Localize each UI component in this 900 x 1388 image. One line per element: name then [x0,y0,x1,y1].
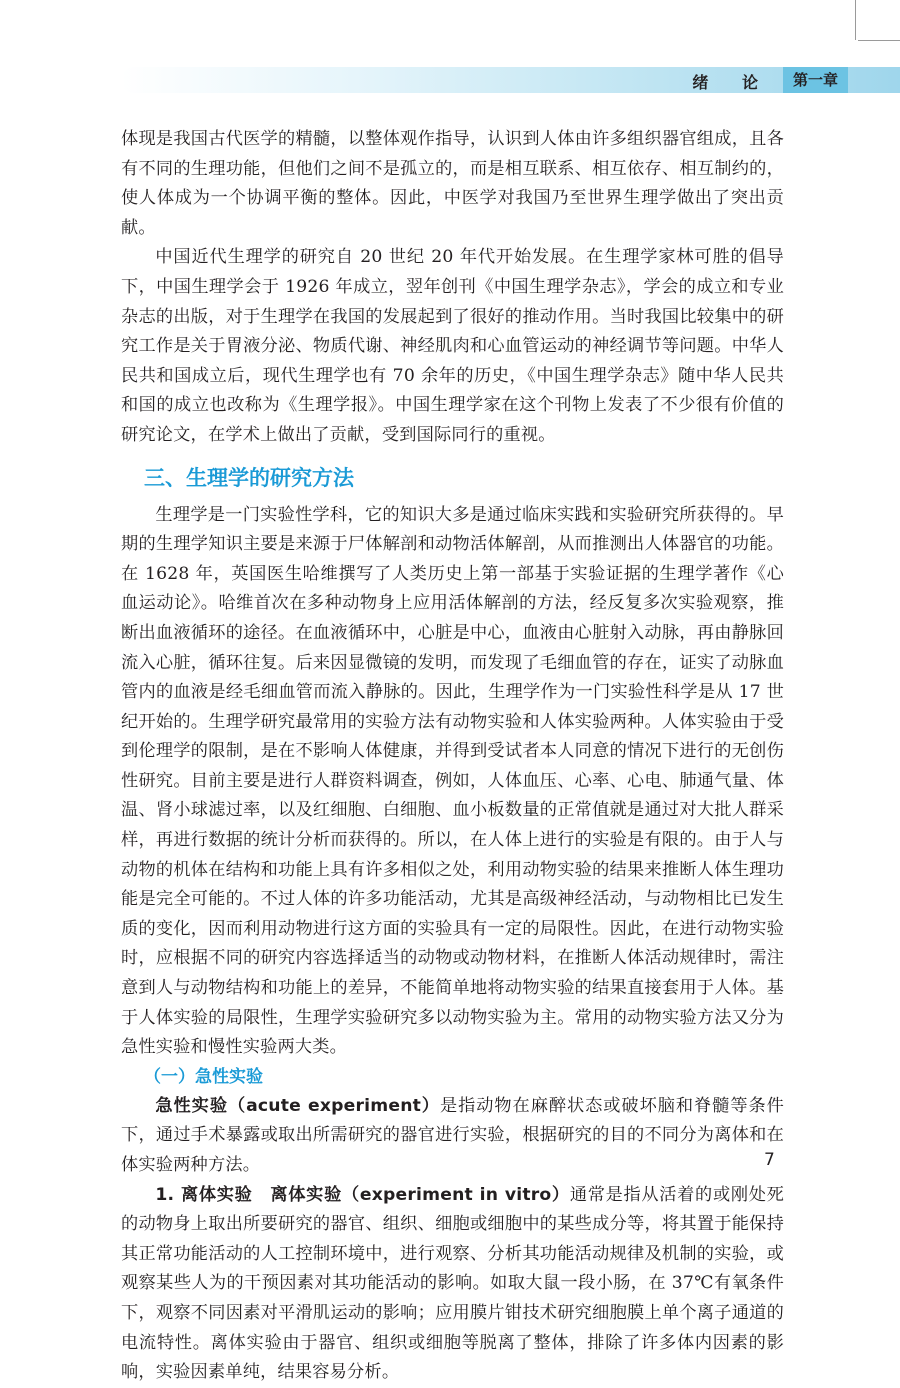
crop-mark-horizontal [858,40,900,41]
section-heading: 三、生理学的研究方法 [144,465,354,490]
paragraph-in-vitro [121,1181,784,1388]
paragraph-continued: 体现是我国古代医学的精髓，以整体观作指导，认识到人体由许多组织器官组成，且各有不同的生理功能，但他们之间不是孤立的，而是相互联系、相互依存、相互制约的，使人体成为一个协调平衡的整体。因此，中医学对我国乃至世界生理学做出了突出贡献。 [121,129,784,238]
term-in-vitro: 1. 离体实验 离体实验（experiment in vitro） [155,1184,570,1205]
crop-mark-vertical [855,0,856,40]
in-vitro-definition: 通常是指从活着的或刚处死的动物身上取出所要研究的器官、组织、细胞或细胞中的某些成分等，将其置于能保持其正常功能活动的人工控制环境中，进行观察、分析其功能活动规律及机制的实验，或观察某些人为的干预因素对其功能活动的影响。如取大鼠一段小肠，在 37℃有氧条件下，观察不同因素对平滑肌运动的影响；应用膜片钳技术研究细胞膜上单个离子通道的电流特性。离体实验由于器官、组织或细胞等脱离了整体，排除了许多体内因素的影响，实验因素单纯，结果容易分析。 [121,1184,784,1383]
paragraph-acute-experiment [121,1092,784,1181]
page-top-margin [0,0,900,64]
subsection-heading: （一）急性实验 [144,1066,263,1087]
running-header [121,67,900,93]
page-number: 7 [764,1150,775,1170]
header-chapter-label: 第一章 [783,67,848,93]
header-section-title: 绪 论 [692,73,772,92]
paragraph-research-methods: 生理学是一门实验性学科，它的知识大多是通过临床实践和实验研究所获得的。早期的生理学知识主要是来源于尸体解剖和动物活体解剖，从而推测出人体器官的功能。在 1628 年，英国医生哈维撰写了人类历史上第一部基于实验证据的生理学著作《心血运动论》。哈维首次在多种动物身上应用活体解剖的方法，经反复多次实验观察，推断出血液循环的途径。在血液循环中，心脏是中心，血液由心脏射入动脉，再由静脉回流入心脏，循环往复。后来因显微镜的发明，而发现了毛细血管的存在，证实了动脉血管内的血液是经毛细血管而流入静脉的。因此，生理学作为一门实验性科学是从 17 世纪开始的。生理学研究最常用的实验方法有动物实验和人体实验两种。人体实验由于受到伦理学的限制，是在不影响人体健康，并得到受试者本人同意的情况下进行的无创伤性研究。目前主要是进行人群资料调查，例如，人体血压、心率、心电、肺通气量、体温、肾小球滤过率，以及红细胞、白细胞、血小板数量的正常值就是通过对大批人群采样，再进行数据的统计分析而获得的。所以，在人体上进行的实验是有限的。由于人与动物的机体在结构和功能上具有许多相似之处，利用动物实验的结果来推断人体生理功能是完全可能的。不过人体的许多功能活动，尤其是高级神经活动，与动物相比已发生质的变化，因而利用动物进行这方面的实验具有一定的局限性。因此，在进行动物实验时，应根据不同的研究内容选择适当的动物或动物材料，在推断人体活动规律时，需注意到人与动物结构和功能上的差异，不能简单地将动物实验的结果直接套用于人体。基于人体实验的局限性，生理学实验研究多以动物实验为主。常用的动物实验方法又分为急性实验和慢性实验两大类。 [121,504,784,1058]
page-body [121,125,784,1388]
term-acute-experiment: 急性实验（acute experiment） [155,1095,440,1116]
acute-experiment-definition: 是指动物在麻醉状态或破坏脑和脊髓等条件下，通过手术暴露或取出所需研究的器官进行实验，根据研究的目的不同分为离体和在体实验两种方法。 [121,1095,784,1175]
paragraph-modern-physiology: 中国近代生理学的研究自 20 世纪 20 年代开始发展。在生理学家林可胜的倡导下，中国生理学会于 1926 年成立，翌年创刊《中国生理学杂志》，学会的成立和专业杂志的出版，对于生理学在我国的发展起到了很好的推动作用。当时我国比较集中的研究工作是关于胃液分泌、物质代谢、神经肌肉和心血管运动的神经调节等问题。中华人民共和国成立后，现代生理学也有 70 余年的历史，《中国生理学杂志》随中华人民共和国的成立也改称为《生理学报》。中国生理学家在这个刊物上发表了不少很有价值的研究论文，在学术上做出了贡献，受到国际同行的重视。 [121,247,784,445]
